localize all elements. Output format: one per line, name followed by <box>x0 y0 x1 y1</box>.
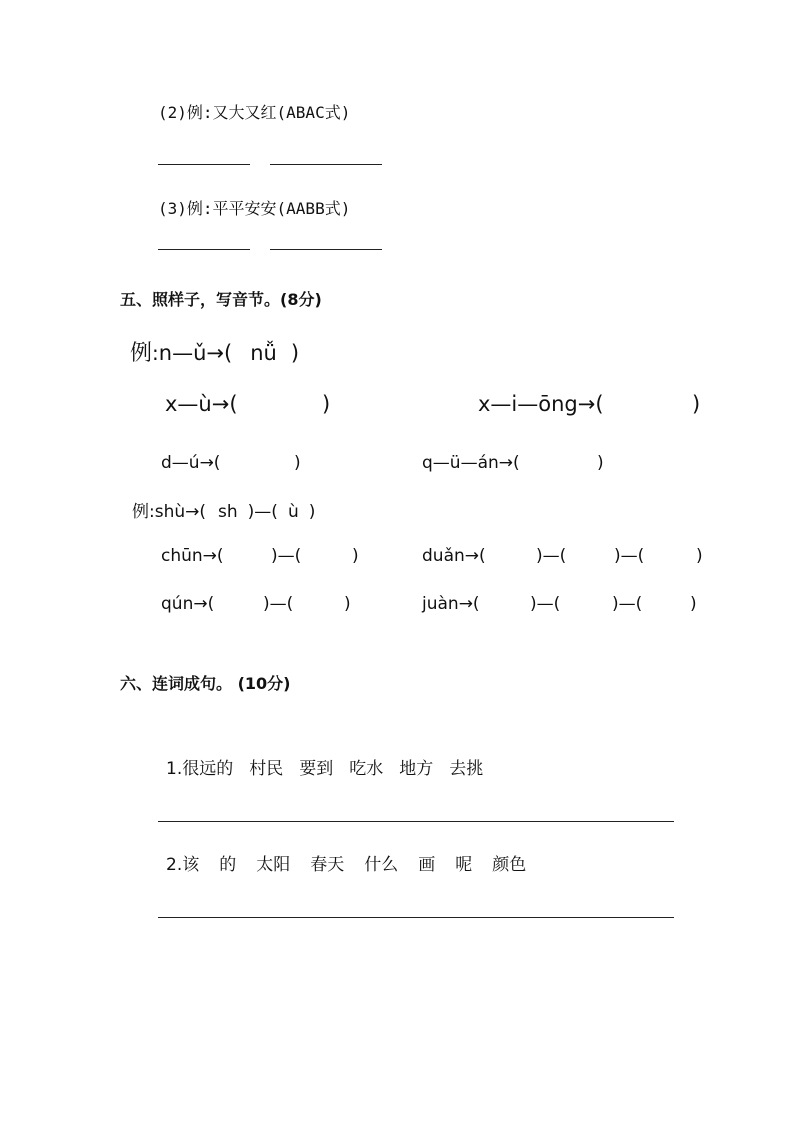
question-juan-mid-2: )—( <box>612 594 643 614</box>
question-qun-mid: )—( <box>263 594 294 614</box>
question-duan-close: ) <box>696 546 703 566</box>
word-card: 吃水 <box>349 759 384 779</box>
question-d-u: d—ú→( <box>161 453 221 473</box>
word-card: 要到 <box>299 759 334 779</box>
question-duan-mid-1: )—( <box>536 546 567 566</box>
sentence-2-number: 2. <box>166 855 183 875</box>
word-card: 很远的 <box>182 759 234 779</box>
sentence-1-number: 1. <box>166 759 183 779</box>
word-card: 村民 <box>249 759 284 779</box>
question-juan-close: ) <box>690 594 697 614</box>
example-colon: : <box>152 341 159 365</box>
example-2-answer-2: ù <box>287 502 299 522</box>
question-q-u-an-close: ) <box>597 453 604 473</box>
question-juan-mid-1: )—( <box>530 594 561 614</box>
question-juan: juàn→( <box>422 594 480 614</box>
question-d-u-close: ) <box>294 453 301 473</box>
example-2-colon: : <box>149 502 155 522</box>
word-card: 画 <box>418 855 436 875</box>
question-x-i-ong: x—i—ōng→( <box>478 392 604 416</box>
word-card: 什么 <box>364 855 399 875</box>
answer-blank-2b[interactable] <box>270 164 382 165</box>
exercise-3-prompt: (3)例:平平安安(AABB式) <box>158 199 351 218</box>
answer-blank-3a[interactable] <box>158 249 250 250</box>
word-card: 太阳 <box>256 855 291 875</box>
word-card: 的 <box>219 855 237 875</box>
sentence-2-answer-line[interactable] <box>158 917 674 918</box>
question-x-i-ong-close: ) <box>692 392 701 416</box>
question-x-u: x—ù→( <box>165 392 238 416</box>
example-2-mid: )—( <box>247 502 278 522</box>
section-6-heading: 六、连词成句。 (10分) <box>120 674 291 693</box>
sentence-1-words <box>166 754 483 779</box>
answer-blank-2a[interactable] <box>158 164 250 165</box>
word-card: 地方 <box>399 759 434 779</box>
question-duan-mid-2: )—( <box>614 546 645 566</box>
example-label: 例 <box>130 341 153 366</box>
answer-blank-3b[interactable] <box>270 249 382 250</box>
word-card: 去挑 <box>449 759 484 779</box>
word-card: 该 <box>182 855 200 875</box>
example-expression: n—ǔ→( <box>158 341 233 365</box>
example-2 <box>132 497 315 522</box>
sentence-1-answer-line[interactable] <box>158 821 674 822</box>
example-answer: nǚ <box>250 341 277 365</box>
question-chun-close: ) <box>352 546 359 566</box>
question-qun-close: ) <box>344 594 351 614</box>
word-card: 春天 <box>310 855 345 875</box>
question-chun-mid: )—( <box>271 546 302 566</box>
question-q-u-an: q—ü—án→( <box>422 453 520 473</box>
example-2-label: 例 <box>132 502 149 522</box>
word-card: 呢 <box>455 855 473 875</box>
question-duan: duǎn→( <box>422 546 486 566</box>
question-chun: chūn→( <box>161 546 224 566</box>
example-2-close: ) <box>308 502 316 522</box>
question-qun: qún→( <box>161 594 215 614</box>
exercise-2-prompt: (2)例:又大又红(ABAC式) <box>158 103 351 122</box>
word-card: 颜色 <box>492 855 527 875</box>
example-2-answer-1: sh <box>218 502 238 522</box>
section-5-heading: 五、照样子，写音节。(8分) <box>120 290 322 309</box>
example-1 <box>130 336 299 367</box>
question-x-u-close: ) <box>322 392 331 416</box>
sentence-2-words <box>166 850 526 875</box>
example-close-paren: ) <box>290 341 300 365</box>
example-2-expression: shù→( <box>154 502 207 522</box>
